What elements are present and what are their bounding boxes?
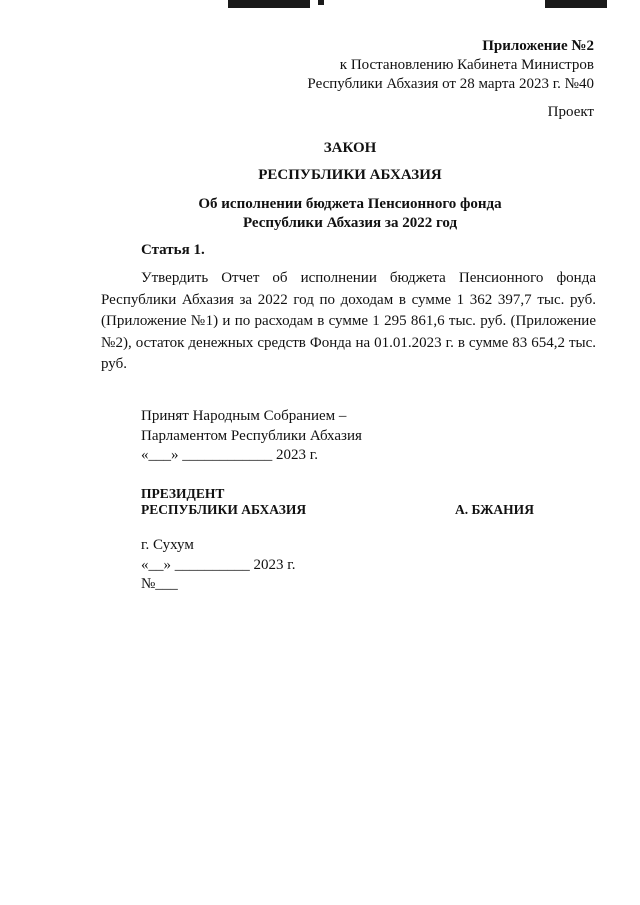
law-title: ЗАКОН	[323, 140, 377, 156]
law-subject	[0, 195, 640, 233]
law-subject-line-2: Республики Абхазия за 2022 год	[242, 215, 458, 231]
appendix-line-2: Республики Абхазия от 28 марта 2023 г. №40	[307, 76, 594, 92]
place-date-block	[141, 536, 295, 595]
adoption-date-line: «___» ____________ 2023 г.	[141, 447, 318, 463]
adoption-line-2: Парламентом Республики Абхазия	[141, 427, 362, 444]
law-subject-line-1: Об исполнении бюджета Пенсионного фонда	[198, 196, 502, 212]
signing-date-line: «__» __________ 2023 г.	[141, 556, 296, 573]
signatory-title	[141, 486, 306, 518]
signatory-title-line-1: ПРЕЗИДЕНТ	[141, 486, 225, 501]
appendix-reference	[307, 37, 594, 94]
appendix-line-1: к Постановлению Кабинета Министров	[339, 57, 594, 73]
city-line: г. Сухум	[141, 537, 194, 553]
appendix-heading: Приложение №2	[482, 38, 594, 54]
article-text: Утвердить Отчет об исполнении бюджета Пенсионного фонда Республики Абхазия за 2022 год по доходам в сумме 1 362 397,7 тыс. руб. (Приложение №1) и по расходам в сумме 1 295 861,6 тыс. руб. (Приложение №2), остаток денежных средств Фонда на 01.01.2023 г. в сумме 83 654,2 тыс. руб.	[101, 270, 596, 372]
adoption-line-1: Принят Народным Собранием –	[141, 408, 347, 424]
adoption-block	[141, 407, 362, 466]
signatory-name: А. БЖАНИЯ	[455, 502, 534, 517]
draft-label: Проект	[547, 104, 594, 120]
article-heading: Статья 1.	[141, 242, 205, 258]
number-line: №___	[141, 576, 178, 592]
signatory-title-line-2: РЕСПУБЛИКИ АБХАЗИЯ	[141, 502, 307, 517]
republic-title: РЕСПУБЛИКИ АБХАЗИЯ	[258, 167, 442, 183]
